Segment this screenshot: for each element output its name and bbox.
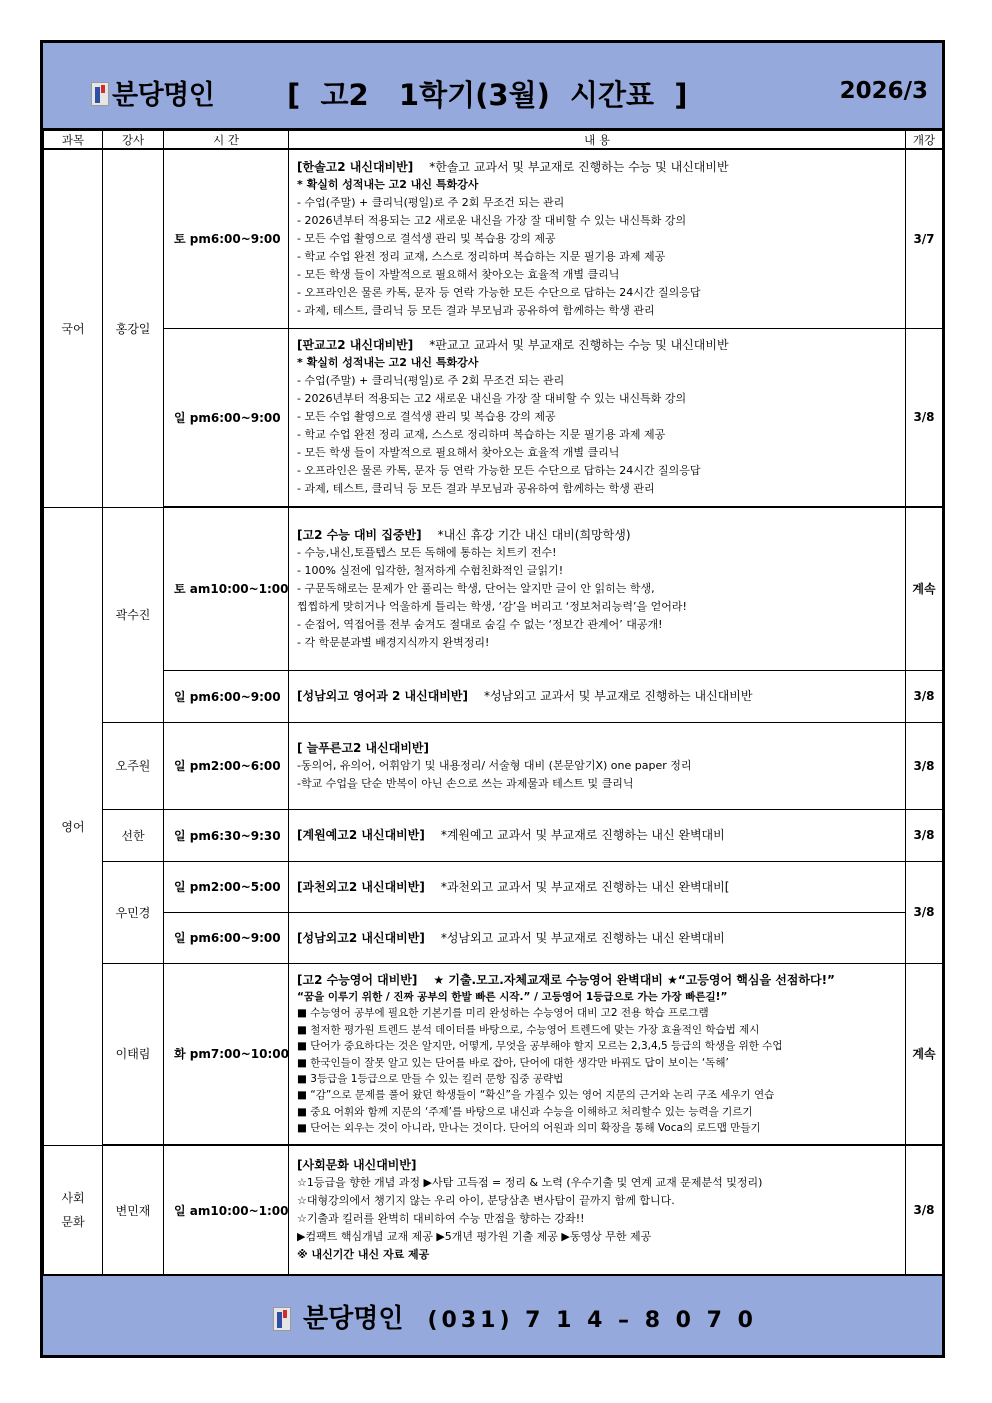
academy-logo-icon	[273, 1307, 291, 1331]
page-date: 2026/3	[839, 78, 928, 104]
content-cell	[289, 507, 906, 670]
content-line: -학교 수업을 단순 반복이 아닌 손으로 쓰는 과제물과 테스트 및 클리닉	[297, 776, 634, 790]
class-heading	[297, 526, 897, 544]
class-title: [과천외고2 내신대비반]	[297, 879, 425, 894]
content-line: ■ 단어가 중요하다는 것은 알지만, 어떻게, 무엇을 공부해야 할지 모르는 2,3,4,5 등급의 학생을 위한 수업	[297, 1040, 783, 1053]
col-subject: 과목	[44, 131, 103, 150]
content-cell	[289, 809, 906, 861]
content-line: * 확실히 성적내는 고2 내신 특화강사	[297, 177, 479, 191]
content-line: - 오프라인은 물론 카톡, 문자 등 연락 가능한 모든 수단으로 답하는 24시간 질의응답	[297, 285, 701, 299]
table-row	[44, 328, 943, 507]
teacher-seon: 선한	[103, 809, 164, 861]
class-heading	[297, 1156, 897, 1174]
content-line: ■ 3등급을 1등급으로 만들 수 있는 킬러 문항 집중 공략법	[297, 1072, 564, 1085]
content-line: -동의어, 유의어, 어휘암기 및 내용정리/ 서술형 대비 (본문암기X) one paper 정리	[297, 758, 692, 772]
teacher-hong: 홍강일	[103, 149, 164, 507]
class-heading	[297, 971, 897, 989]
brand	[91, 73, 214, 112]
subject-social-culture: 사회 문화	[44, 1145, 103, 1275]
class-heading	[297, 929, 897, 947]
teacher-woo: 우민경	[103, 861, 164, 963]
content-line: - 구문독해로는 문제가 안 풀리는 학생, 단어는 알지만 글이 안 읽히는 학생,	[297, 581, 655, 595]
table-row	[44, 861, 943, 912]
header-banner	[43, 43, 942, 130]
class-note: *성남외고 교과서 및 부교재로 진행하는 내신대비반	[483, 689, 753, 703]
content-line: ■ “감”으로 문제를 풀어 왔던 학생들이 “확신”을 가질수 있는 영어 지문의 근거와 논리 구조 세우기 연습	[297, 1089, 775, 1102]
class-note: *한솔고 교과서 및 부교재로 진행하는 수능 및 내신대비반	[429, 159, 729, 174]
content-cell	[289, 963, 906, 1145]
table-header-row	[44, 131, 943, 150]
academy-logo-icon	[91, 82, 109, 106]
content-line: ※ 내신기간 내신 자료 제공	[297, 1248, 430, 1262]
table-row	[44, 507, 943, 670]
content-line: - 과제, 테스트, 클리닉 등 모든 결과 부모님과 공유하여 함께하는 학생 관리	[297, 482, 655, 496]
content-cell	[289, 670, 906, 722]
content-line: - 오프라인은 물론 카톡, 문자 등 연락 가능한 모든 수단으로 답하는 24시간 질의응답	[297, 464, 701, 478]
content-line: ■ 철저한 평가원 트렌드 분석 데이터를 바탕으로, 수능영어 트렌드에 맞는 가장 효율적인 학습법 제시	[297, 1023, 760, 1036]
content-line: ■ 한국인들이 잘못 알고 있는 단어를 바로 잡아, 단어에 대한 생각만 바꿔도 답이 보이는 ‘독해’	[297, 1056, 729, 1069]
class-title: [성남외고 영어과 2 내신대비반]	[297, 689, 468, 703]
content-line: - 2026년부터 적용되는 고2 새로운 내신을 가장 잘 대비할 수 있는 내신특화 강의	[297, 213, 687, 227]
content-line: - 모든 수업 촬영으로 결석생 관리 및 복습용 강의 제공	[297, 410, 556, 424]
table-row	[44, 912, 943, 963]
class-note: *과천외고 교과서 및 부교재로 진행하는 내신 완벽대비[	[440, 879, 730, 894]
content-line: 찝찝하게 맞히거나 억울하게 틀리는 학생, ‘감’을 버리고 ‘정보처리능력’을 얻어라!	[297, 599, 687, 613]
time-cell: 일 pm2:00~5:00	[164, 861, 289, 912]
content-line: ☆대형강의에서 챙기지 않는 우리 아이, 분당삼촌 변사탐이 끝까지 함께 합니다.	[297, 1194, 675, 1208]
subject-korean: 국어	[44, 149, 103, 507]
time-cell: 일 pm6:30~9:30	[164, 809, 289, 861]
content-cell	[289, 149, 906, 328]
footer-contact	[273, 1298, 757, 1335]
subject-english: 영어	[44, 507, 103, 1145]
content-line: ■ 단어는 외우는 것이 아니라, 만나는 것이다. 단어의 어원과 의미 확장을 통해 Voca의 로드맵 만들기	[297, 1122, 761, 1135]
start-date: 3/8	[906, 1145, 943, 1275]
table-row	[44, 149, 943, 328]
time-cell: 화 pm7:00~10:00	[164, 963, 289, 1145]
schedule-table	[43, 130, 943, 1276]
content-cell	[289, 722, 906, 809]
class-heading	[297, 739, 897, 757]
content-line: ■ 중요 어휘와 함께 지문의 ‘주제’를 바탕으로 내신과 수능을 이해하고 처리할수 있는 능력을 기르기	[297, 1105, 753, 1118]
content-line: ■ 수능영어 공부에 필요한 기본기를 미리 완성하는 수능영어 대비 고2 전용 학습 프로그램	[297, 1007, 709, 1020]
class-heading	[297, 878, 897, 896]
class-title: [판교고2 내신대비반]	[297, 338, 414, 353]
table-row	[44, 809, 943, 861]
class-heading	[297, 158, 897, 176]
class-heading	[297, 336, 897, 354]
start-date: 3/8	[906, 861, 943, 963]
content-cell	[289, 1145, 906, 1275]
time-cell: 일 am10:00~1:00	[164, 1145, 289, 1275]
content-line: - 2026년부터 적용되는 고2 새로운 내신을 가장 잘 대비할 수 있는 내신특화 강의	[297, 392, 687, 406]
class-title: [ 늘푸른고2 내신대비반]	[297, 740, 430, 755]
teacher-byun: 변민재	[103, 1145, 164, 1275]
content-line: - 100% 실전에 입각한, 철저하게 수험친화적인 글읽기!	[297, 563, 564, 577]
table-row	[44, 963, 943, 1145]
time-cell: 일 pm6:00~9:00	[164, 328, 289, 507]
class-note: *성남외고 교과서 및 부교재로 진행하는 내신 완벽대비	[440, 930, 725, 945]
start-date: 계속	[906, 963, 943, 1145]
class-title: [한솔고2 내신대비반]	[297, 159, 414, 174]
content-line: ▶컴팩트 핵심개념 교재 제공 ▶5개년 평가원 기출 제공 ▶동영상 무한 제공	[297, 1230, 652, 1244]
content-line: - 모든 수업 촬영으로 결석생 관리 및 복습용 강의 제공	[297, 231, 556, 245]
footer-brand: 분당명인	[303, 1304, 404, 1334]
content-line: - 수능,내신,토플텝스 모든 독해에 통하는 치트키 전수!	[297, 545, 557, 559]
class-title: [계원예고2 내신대비반]	[297, 828, 425, 842]
teacher-lee: 이태림	[103, 963, 164, 1145]
page-title: [ 고2 1학기(3월) 시간표 ]	[287, 78, 688, 112]
time-cell: 일 pm2:00~6:00	[164, 722, 289, 809]
start-date: 계속	[906, 507, 943, 670]
timetable-frame	[40, 40, 945, 1358]
content-line: - 순접어, 역접어를 전부 숨겨도 절대로 숨길 수 없는 ‘정보간 관계어’ 대공개!	[297, 617, 663, 631]
time-cell: 토 am10:00~1:00	[164, 507, 289, 670]
start-date: 3/8	[906, 809, 943, 861]
table-row	[44, 670, 943, 722]
time-cell: 일 pm6:00~9:00	[164, 670, 289, 722]
start-date: 3/7	[906, 149, 943, 328]
class-title: [성남외고2 내신대비반]	[297, 930, 425, 945]
col-content: 내 용	[289, 131, 906, 150]
teacher-oh: 오주원	[103, 722, 164, 809]
col-teacher: 강사	[103, 131, 164, 150]
class-title: [사회문화 내신대비반]	[297, 1158, 417, 1173]
class-note: *내신 휴강 기간 내신 대비(희망학생)	[437, 527, 631, 542]
class-note: ★ 기출.모고.자체교재로 수능영어 완벽대비 ★“고등영어 핵심을 선점하다!”	[433, 972, 835, 987]
content-line: ☆1등급을 향한 개념 과정 ▶사탐 고득점 = 정리 & 노력 (우수기출 및 연계 교재 문제분석 및정리)	[297, 1176, 763, 1190]
content-line: - 학교 수업 완전 정리 교재, 스스로 정리하며 복습하는 지문 필기용 과제 제공	[297, 428, 666, 442]
col-time: 시 간	[164, 131, 289, 150]
content-line: - 과제, 테스트, 클리닉 등 모든 결과 부모님과 공유하여 함께하는 학생 관리	[297, 303, 655, 317]
content-line: - 수업(주말) + 클리닉(평일)로 주 2회 무조건 되는 관리	[297, 195, 565, 209]
class-heading	[297, 687, 897, 705]
table-row	[44, 722, 943, 809]
content-line: * 확실히 성적내는 고2 내신 특화강사	[297, 356, 479, 370]
content-cell	[289, 861, 906, 912]
start-date: 3/8	[906, 722, 943, 809]
phone-number: (031) 7 1 4 – 8 0 7 0	[427, 1308, 757, 1333]
content-line: ☆기출과 킬러를 완벽히 대비하여 수능 만점을 향하는 강좌!!	[297, 1212, 585, 1226]
class-note: *판교고 교과서 및 부교재로 진행하는 수능 및 내신대비반	[429, 338, 729, 353]
class-heading	[297, 826, 897, 844]
brand-name: 분당명인	[112, 80, 215, 111]
content-line: - 수업(주말) + 클리닉(평일)로 주 2회 무조건 되는 관리	[297, 374, 565, 388]
class-title: [고2 수능 대비 집중반]	[297, 527, 422, 542]
content-line: - 모든 학생 들이 자발적으로 필요해서 찾아오는 효율적 개별 클리닉	[297, 267, 620, 281]
content-line: - 모든 학생 들이 자발적으로 필요해서 찾아오는 효율적 개별 클리닉	[297, 446, 620, 460]
start-date: 3/8	[906, 670, 943, 722]
class-title: [고2 수능영어 대비반]	[297, 972, 418, 987]
teacher-kwak: 곽수진	[103, 507, 164, 722]
time-cell: 토 pm6:00~9:00	[164, 149, 289, 328]
col-count: 개강	[906, 131, 943, 150]
content-cell	[289, 328, 906, 507]
content-cell	[289, 912, 906, 963]
content-line: “꿈을 이루기 위한 / 진짜 공부의 한발 빠른 시작.” / 고등영어 1등급으로 가는 가장 빠른길!”	[297, 990, 728, 1003]
footer-banner	[43, 1274, 942, 1355]
content-line: - 각 학문분과별 배경지식까지 완벽정리!	[297, 635, 490, 649]
class-note: *계원예고 교과서 및 부교재로 진행하는 내신 완벽대비	[440, 828, 725, 842]
time-cell: 일 pm6:00~9:00	[164, 912, 289, 963]
content-line: - 학교 수업 완전 정리 교재, 스스로 정리하며 복습하는 지문 필기용 과제 제공	[297, 249, 666, 263]
start-date: 3/8	[906, 328, 943, 507]
table-row	[44, 1145, 943, 1275]
